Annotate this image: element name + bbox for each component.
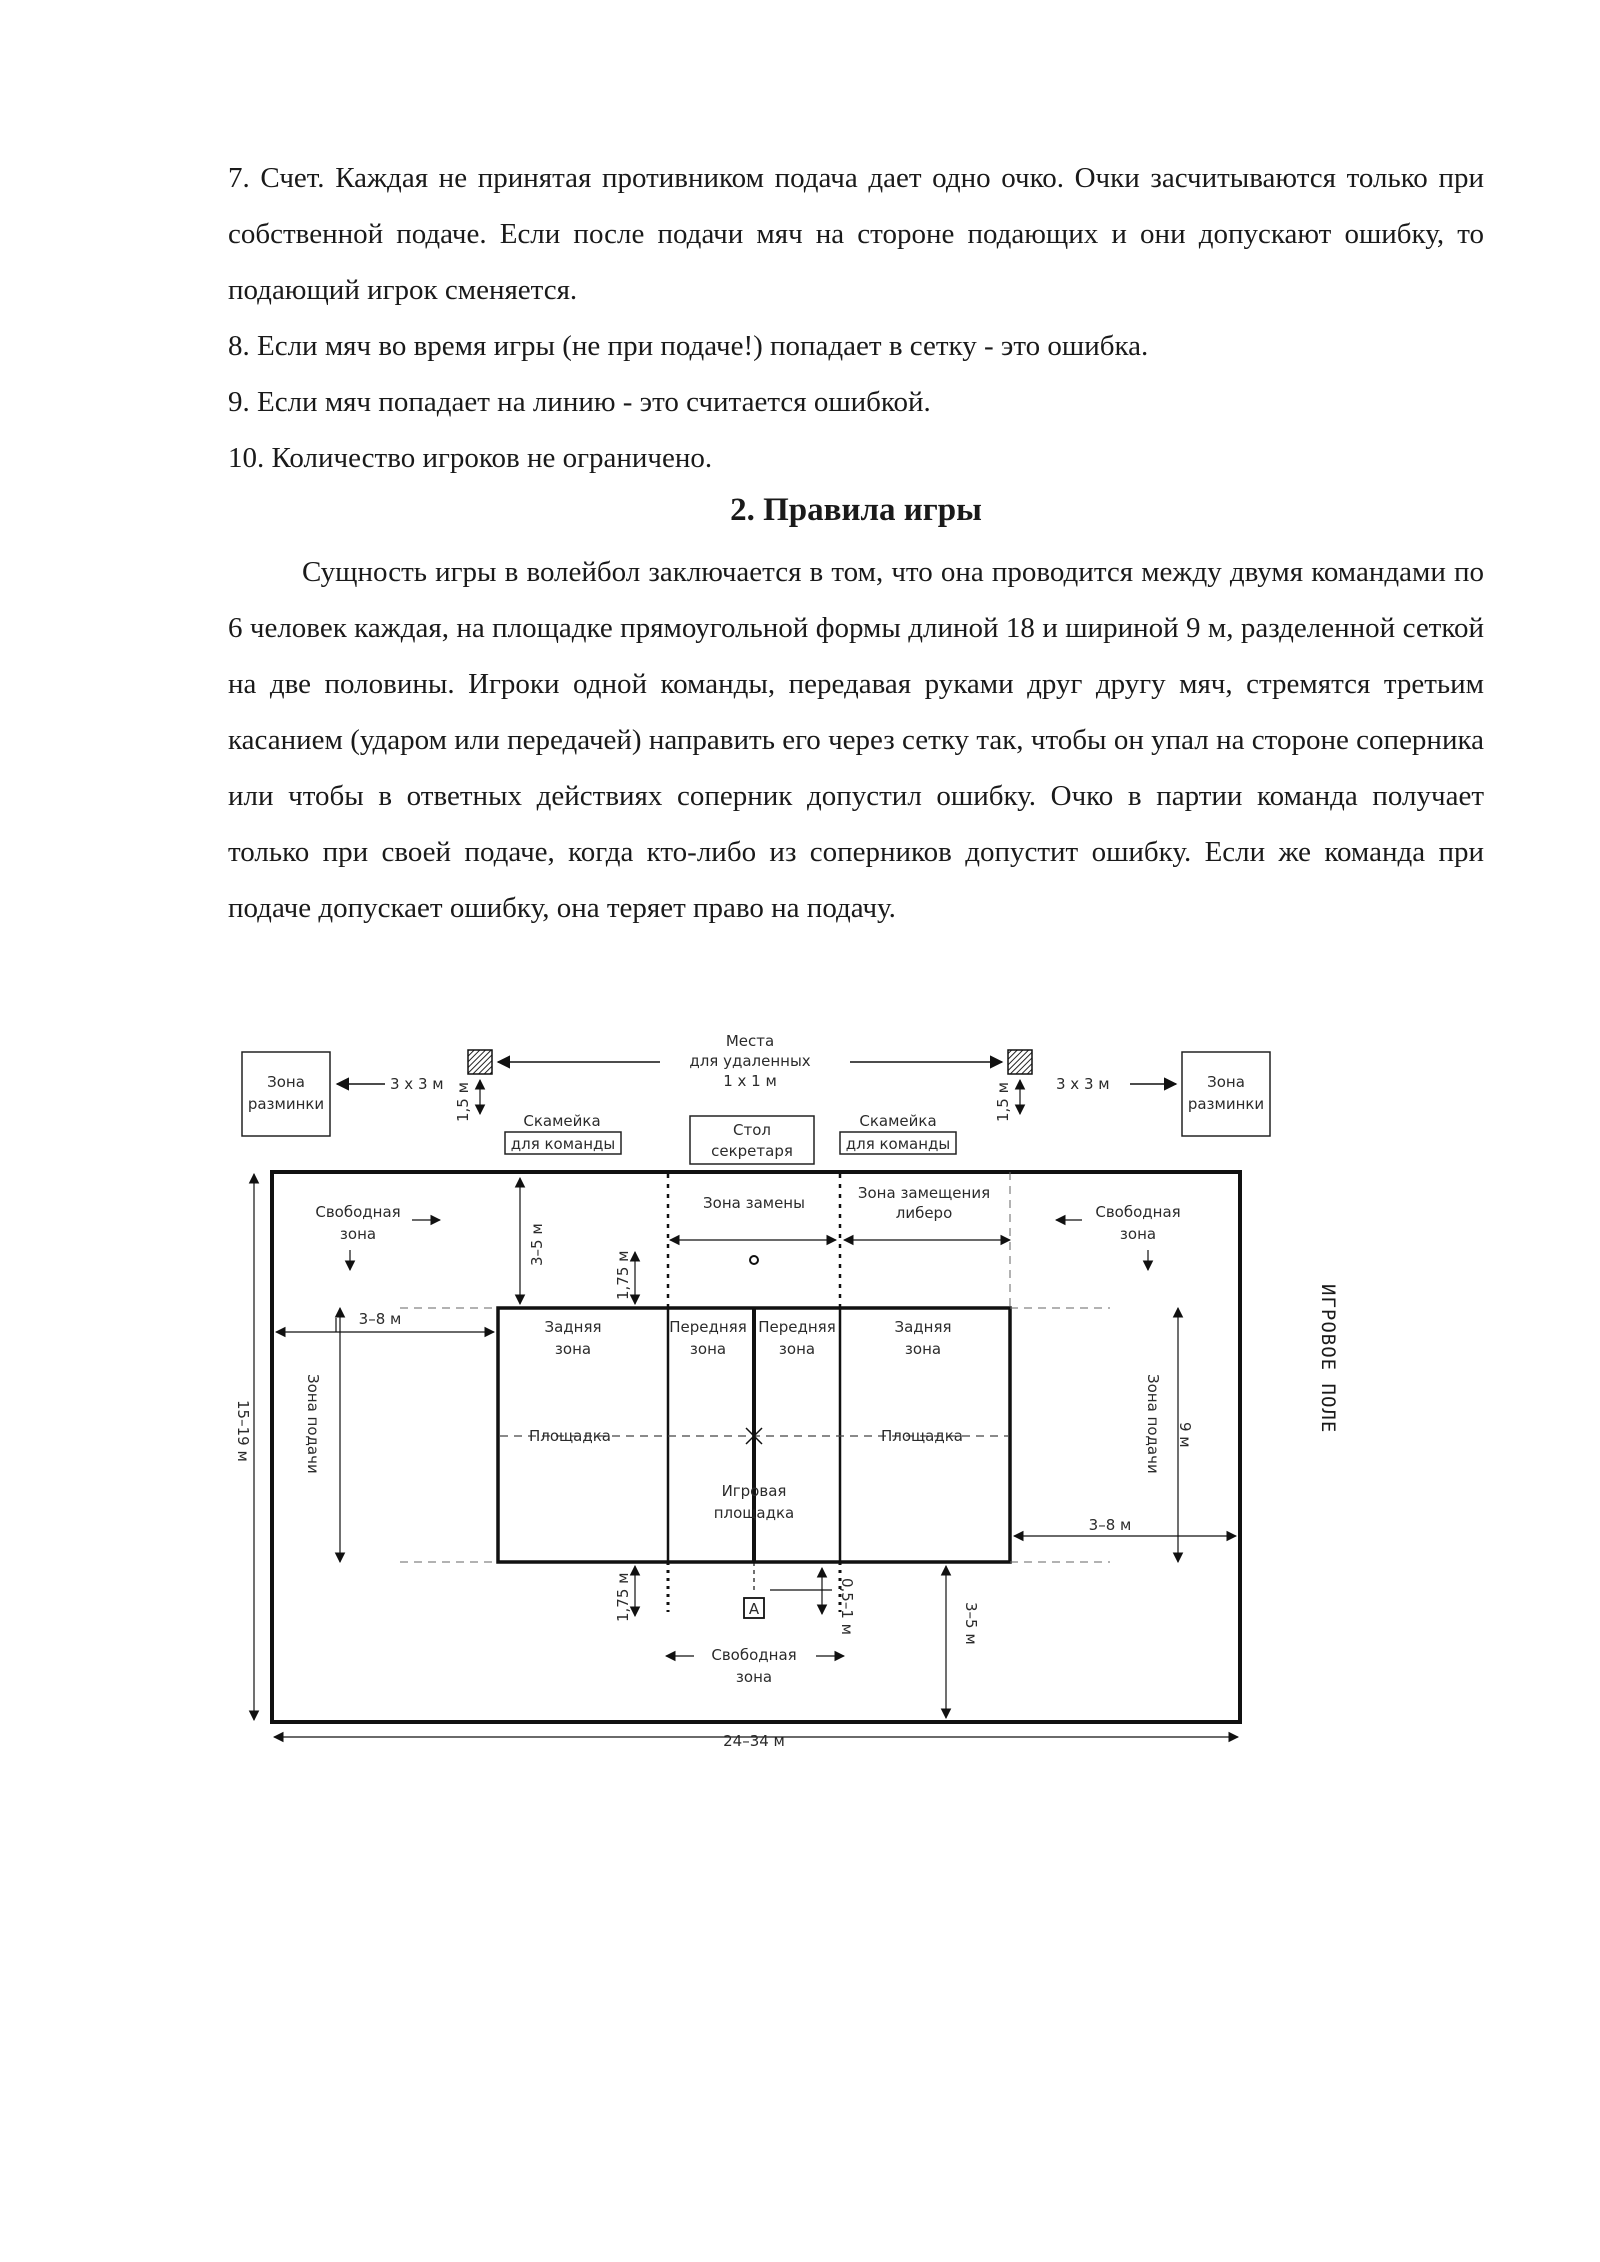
team-bench-right-line2: для команды	[845, 1135, 951, 1153]
back-zone-right-line1: Задняя	[894, 1318, 952, 1336]
rules-list	[228, 150, 1484, 486]
back-zone-left-line2: зона	[554, 1340, 592, 1358]
court-diagram-svg	[230, 1022, 1360, 1752]
scorer-table-line2: секретаря	[711, 1142, 793, 1160]
warmup-zone-right-line2: разминки	[1187, 1095, 1265, 1113]
free-zone-left-line1: Свободная	[315, 1203, 401, 1221]
penalty-area-left	[468, 1050, 492, 1074]
side-clearance-bottom: 3–5 м	[962, 1602, 980, 1645]
penalty-area-right	[1008, 1050, 1032, 1074]
penalty-area-line1: Места	[725, 1032, 775, 1050]
playing-field-label: ИГРОВОЕ ПОЛЕ	[1317, 1284, 1339, 1434]
team-bench-left-line1: Скамейка	[523, 1112, 601, 1130]
penalty-area-line2: для удаленных	[689, 1052, 811, 1070]
libero-zone-line1: Зона замещения	[857, 1184, 991, 1202]
referee-offset: 0,5–1 м	[838, 1578, 856, 1635]
court-width: 9 м	[1176, 1422, 1194, 1448]
warmup-zone-left-box	[242, 1052, 330, 1136]
warmup-zone-right-box	[1182, 1052, 1270, 1136]
side-clearance-top: 3–5 м	[528, 1223, 546, 1266]
warmup-zone-right-line1: Зона	[1207, 1073, 1245, 1091]
body-paragraph: Сущность игры в волейбол заключается в том, что она проводится между двумя командами по 6 человек каждая, на площадке прямоугольной формы длиной 18 и шириной 9 м, разделенной сеткой на две половины. Игроки одной команды, передавая руками друг другу мяч, стремятся третьим касанием (ударом или передачей) направить его через сетку так, чтобы он упал на стороне соперника или чтобы в ответных действиях соперник допустил ошибку. Очко в партии команда получает только при своей подаче, когда кто-либо из соперников допустит ошибку. Если же команда при подаче допускает ошибку, она теряет право на подачу.	[228, 556, 1484, 924]
warmup-size-left: 3 х 3 м	[390, 1075, 444, 1093]
back-zone-left-line1: Задняя	[544, 1318, 602, 1336]
section-heading: 2. Правила игры	[730, 492, 982, 528]
end-clearance-left: 3–8 м	[358, 1310, 402, 1328]
warmup-zone-left-line1: Зона	[267, 1073, 305, 1091]
rule-9: 9. Если мяч попадает на линию - это считается ошибкой.	[228, 386, 931, 418]
court-right-label: Площадка	[881, 1427, 963, 1445]
net-offset-bottom: 1,75 м	[614, 1572, 632, 1622]
court-diagram	[230, 1022, 1360, 1752]
referee-label: А	[748, 1600, 760, 1618]
free-zone-right-line1: Свободная	[1095, 1203, 1181, 1221]
total-length: 24–34 м	[723, 1732, 785, 1750]
free-zone-left-line2: зона	[339, 1225, 377, 1243]
warmup-zone-left-line2: разминки	[247, 1095, 325, 1113]
libero-zone-line2: либеро	[895, 1204, 953, 1222]
front-zone-right-line1: Передняя	[758, 1318, 836, 1336]
rule-7: 7. Счет. Каждая не принятая противником подача дает одно очко. Очки засчитываются только при собственной подаче. Если после подачи мяч на стороне подающих и они допускают ошибку, то подающий игрок сменяется.	[228, 162, 1484, 306]
total-width: 15–19 м	[234, 1400, 252, 1462]
court-left-label: Площадка	[529, 1427, 611, 1445]
body-text	[228, 544, 1484, 936]
net-offset-top: 1,75 м	[614, 1250, 632, 1300]
front-zone-right-line2: зона	[778, 1340, 816, 1358]
team-bench-left-line2: для команды	[510, 1135, 616, 1153]
playing-court-line1: Игровая	[721, 1482, 787, 1500]
playing-court-line2: площадка	[713, 1504, 795, 1522]
front-zone-left-line2: зона	[689, 1340, 727, 1358]
penalty-area-line3: 1 х 1 м	[723, 1072, 777, 1090]
serve-zone-left: Зона подачи	[304, 1374, 322, 1474]
free-zone-bottom-line2: зона	[735, 1668, 773, 1686]
free-zone-bottom-line1: Свободная	[711, 1646, 797, 1664]
penalty-offset-left: 1,5 м	[454, 1082, 472, 1122]
free-zone-right-line2: зона	[1119, 1225, 1157, 1243]
substitution-zone-label: Зона замены	[703, 1194, 805, 1212]
warmup-size-right: 3 х 3 м	[1056, 1075, 1110, 1093]
scorer-table-line1: Стол	[733, 1121, 771, 1139]
team-bench-right-line1: Скамейка	[859, 1112, 937, 1130]
back-zone-right-line2: зона	[904, 1340, 942, 1358]
front-zone-left-line1: Передняя	[669, 1318, 747, 1336]
penalty-offset-right: 1,5 м	[994, 1082, 1012, 1122]
serve-zone-right: Зона подачи	[1144, 1374, 1162, 1474]
rule-8: 8. Если мяч во время игры (не при подаче!) попадает в сетку - это ошибка.	[228, 330, 1149, 362]
end-clearance-right: 3–8 м	[1088, 1516, 1132, 1534]
rule-10: 10. Количество игроков не ограничено.	[228, 442, 713, 474]
